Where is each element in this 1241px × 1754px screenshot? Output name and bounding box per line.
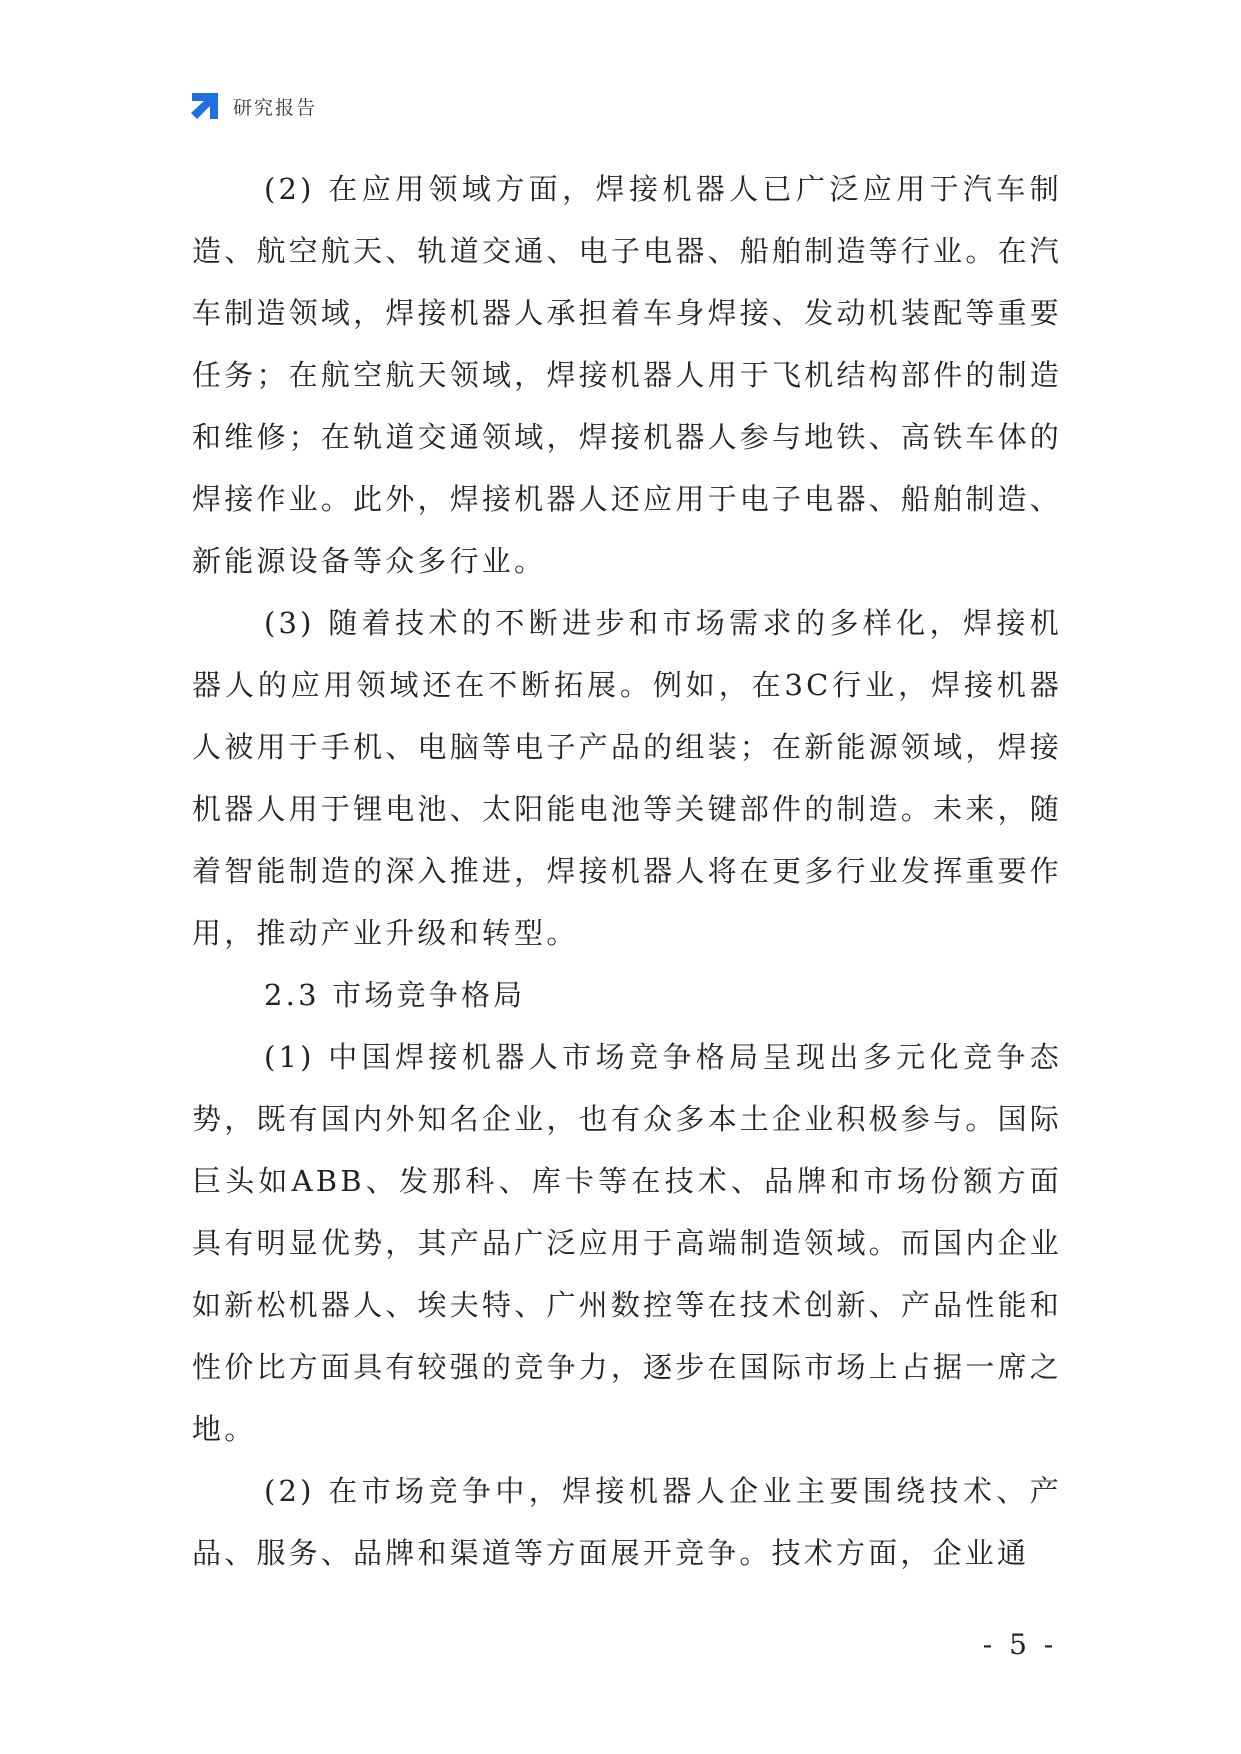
arrow-up-right-logo-icon bbox=[188, 90, 221, 123]
header-title: 研究报告 bbox=[233, 96, 318, 119]
document-body bbox=[192, 158, 1062, 1584]
section-heading: 2.3 市场竞争格局 bbox=[264, 978, 526, 1012]
paragraph-competition-dimensions: (2) 在市场竞争中，焊接机器人企业主要围绕技术、产品、服务、品牌和渠道等方面展开竞争。技术方面，企业通 bbox=[192, 1474, 1062, 1570]
paragraph-competition-landscape: (1) 中国焊接机器人市场竞争格局呈现出多元化竞争态势，既有国内外知名企业，也有众多本土企业积极参与。国际巨头如ABB、发那科、库卡等在技术、品牌和市场份额方面具有明显优势，其产品广泛应用于高端制造领域。而国内企业如新松机器人、埃夫特、广州数控等在技术创新、产品性能和性价比方面具有较强的竞争力，逐步在国际市场上占据一席之地。 bbox=[192, 1040, 1062, 1446]
page-header bbox=[188, 88, 317, 124]
paragraph-application-fields: (2) 在应用领域方面，焊接机器人已广泛应用于汽车制造、航空航天、轨道交通、电子电器、船舶制造等行业。在汽车制造领域，焊接机器人承担着车身焊接、发动机装配等重要任务；在航空航天领域，焊接机器人用于飞机结构部件的制造和维修；在轨道交通领域，焊接机器人参与地铁、高铁车体的焊接作业。此外，焊接机器人还应用于电子电器、船舶制造、新能源设备等众多行业。 bbox=[192, 172, 1062, 578]
page-number: - 5 - bbox=[982, 1628, 1058, 1661]
paragraph-application-expansion: (3) 随着技术的不断进步和市场需求的多样化，焊接机器人的应用领域还在不断拓展。例如，在3C行业，焊接机器人被用于手机、电脑等电子产品的组装；在新能源领域，焊接机器人用于锂电池、太阳能电池等关键部件的制造。未来，随着智能制造的深入推进，焊接机器人将在更多行业发挥重要作用，推动产业升级和转型。 bbox=[192, 606, 1062, 950]
